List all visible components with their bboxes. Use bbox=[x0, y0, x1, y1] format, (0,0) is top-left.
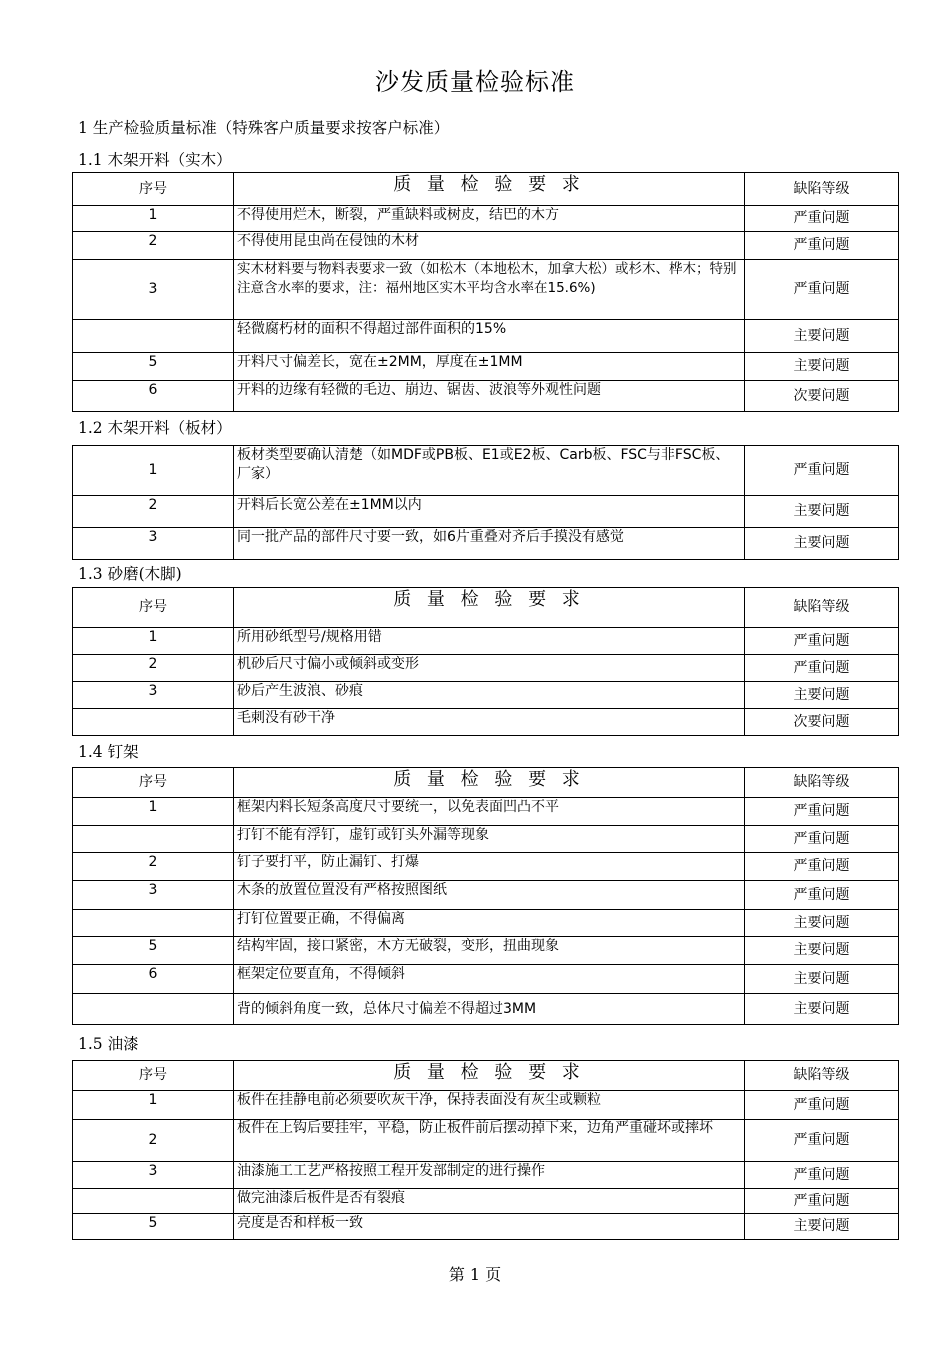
table-row bbox=[73, 881, 899, 910]
header-req: 质 量 检 验 要 求 bbox=[234, 588, 745, 628]
row-num: 5 bbox=[73, 937, 234, 965]
row-level: 严重问题 bbox=[745, 232, 899, 260]
row-req: 木条的放置位置没有严格按照图纸 bbox=[234, 881, 745, 910]
section-heading: 1.2 木架开料（板材） bbox=[78, 419, 232, 437]
table-row bbox=[73, 910, 899, 937]
table-row bbox=[73, 232, 899, 260]
table-row bbox=[73, 1162, 899, 1189]
table-row bbox=[73, 853, 899, 881]
row-num: 3 bbox=[73, 881, 234, 910]
row-req: 打钉不能有浮钉，虚钉或钉头外漏等现象 bbox=[234, 826, 745, 853]
row-req: 所用砂纸型号/规格用错 bbox=[234, 628, 745, 655]
row-level: 严重问题 bbox=[745, 628, 899, 655]
header-level: 缺陷等级 bbox=[745, 1061, 899, 1091]
row-req: 框架内料长短条高度尺寸要统一，以免表面凹凸不平 bbox=[234, 798, 745, 826]
table-row bbox=[73, 1120, 899, 1162]
header-num: 序号 bbox=[73, 588, 234, 628]
row-num: 2 bbox=[73, 853, 234, 881]
section-heading: 1.3 砂磨(木脚) bbox=[78, 565, 182, 583]
table-header-row bbox=[73, 173, 899, 206]
row-req: 开料的边缘有轻微的毛边、崩边、锯齿、波浪等外观性问题 bbox=[234, 381, 745, 412]
header-level: 缺陷等级 bbox=[745, 588, 899, 628]
row-num: 3 bbox=[73, 1162, 234, 1189]
section-heading: 1.1 木架开料（实木） bbox=[78, 151, 232, 169]
table-row bbox=[73, 381, 899, 412]
row-num bbox=[73, 910, 234, 937]
section-table bbox=[72, 445, 899, 560]
header-num: 序号 bbox=[73, 768, 234, 798]
section-heading: 1.4 钉架 bbox=[78, 743, 139, 761]
header-level: 缺陷等级 bbox=[745, 173, 899, 206]
row-req: 板材类型要确认清楚（如MDF或PB板、E1或E2板、Carb板、FSC与非FSC板、厂家） bbox=[234, 446, 745, 496]
table-row bbox=[73, 709, 899, 736]
row-num: 3 bbox=[73, 528, 234, 560]
row-req: 不得使用烂木，断裂，严重缺料或树皮，结巴的木方 bbox=[234, 206, 745, 232]
row-level: 严重问题 bbox=[745, 1120, 899, 1162]
table-row bbox=[73, 1091, 899, 1120]
row-req: 不得使用昆虫尚在侵蚀的木材 bbox=[234, 232, 745, 260]
row-num bbox=[73, 826, 234, 853]
row-num: 1 bbox=[73, 798, 234, 826]
row-num: 2 bbox=[73, 496, 234, 528]
header-level: 缺陷等级 bbox=[745, 768, 899, 798]
row-num bbox=[73, 1189, 234, 1214]
row-level: 主要问题 bbox=[745, 994, 899, 1025]
row-level: 主要问题 bbox=[745, 937, 899, 965]
row-num: 2 bbox=[73, 232, 234, 260]
page-title: 沙发质量检验标准 bbox=[375, 68, 575, 96]
table-row bbox=[73, 826, 899, 853]
table-header-row bbox=[73, 1061, 899, 1091]
row-level: 严重问题 bbox=[745, 1162, 899, 1189]
row-num: 2 bbox=[73, 1120, 234, 1162]
row-level: 主要问题 bbox=[745, 528, 899, 560]
row-num: 2 bbox=[73, 655, 234, 682]
header-req: 质 量 检 验 要 求 bbox=[234, 173, 745, 206]
row-req: 做完油漆后板件是否有裂痕 bbox=[234, 1189, 745, 1214]
row-level: 严重问题 bbox=[745, 446, 899, 496]
section-table bbox=[72, 767, 899, 1025]
section-heading: 1.5 油漆 bbox=[78, 1035, 139, 1053]
table-row bbox=[73, 965, 899, 994]
row-num: 6 bbox=[73, 965, 234, 994]
table-row bbox=[73, 496, 899, 528]
table-row bbox=[73, 206, 899, 232]
section-table bbox=[72, 1060, 899, 1240]
table-row bbox=[73, 446, 899, 496]
row-num bbox=[73, 994, 234, 1025]
row-req: 框架定位要直角，不得倾斜 bbox=[234, 965, 745, 994]
header-num: 序号 bbox=[73, 173, 234, 206]
table-row bbox=[73, 528, 899, 560]
row-level: 严重问题 bbox=[745, 1091, 899, 1120]
row-req: 实木材料要与物料表要求一致（如松木（本地松木，加拿大松）或杉木、桦木；特别注意含水率的要求，注：福州地区实木平均含水率在15.6%) bbox=[234, 260, 745, 320]
page-number: 第 1 页 bbox=[448, 1265, 502, 1284]
row-req: 机砂后尺寸偏小或倾斜或变形 bbox=[234, 655, 745, 682]
table-row bbox=[73, 1214, 899, 1240]
row-num: 3 bbox=[73, 260, 234, 320]
subtitle: 1 生产检验质量标准（特殊客户质量要求按客户标准） bbox=[78, 119, 450, 137]
row-level: 严重问题 bbox=[745, 881, 899, 910]
row-req: 板件在上钩后要挂牢，平稳，防止板件前后摆动掉下来，边角严重碰坏或摔坏 bbox=[234, 1120, 745, 1162]
row-req: 同一批产品的部件尺寸要一致，如6片重叠对齐后手摸没有感觉 bbox=[234, 528, 745, 560]
row-num bbox=[73, 709, 234, 736]
row-level: 次要问题 bbox=[745, 381, 899, 412]
row-req: 亮度是否和样板一致 bbox=[234, 1214, 745, 1240]
row-level: 严重问题 bbox=[745, 853, 899, 881]
table-header-row bbox=[73, 768, 899, 798]
table-row bbox=[73, 937, 899, 965]
table-row bbox=[73, 798, 899, 826]
row-req: 打钉位置要正确，不得偏离 bbox=[234, 910, 745, 937]
row-req: 毛刺没有砂干净 bbox=[234, 709, 745, 736]
row-req: 钉子要打平，防止漏钉、打爆 bbox=[234, 853, 745, 881]
table-row bbox=[73, 655, 899, 682]
table-row bbox=[73, 994, 899, 1025]
section-table bbox=[72, 172, 899, 412]
table-row bbox=[73, 628, 899, 655]
row-level: 严重问题 bbox=[745, 206, 899, 232]
row-level: 严重问题 bbox=[745, 260, 899, 320]
row-req: 开料尺寸偏差长，宽在±2MM，厚度在±1MM bbox=[234, 353, 745, 381]
table-header-row bbox=[73, 588, 899, 628]
row-num: 1 bbox=[73, 206, 234, 232]
row-req: 开料后长宽公差在±1MM以内 bbox=[234, 496, 745, 528]
row-level: 严重问题 bbox=[745, 798, 899, 826]
row-level: 次要问题 bbox=[745, 709, 899, 736]
row-num: 5 bbox=[73, 1214, 234, 1240]
row-num: 5 bbox=[73, 353, 234, 381]
row-level: 主要问题 bbox=[745, 1214, 899, 1240]
row-level: 严重问题 bbox=[745, 1189, 899, 1214]
row-req: 油漆施工工艺严格按照工程开发部制定的进行操作 bbox=[234, 1162, 745, 1189]
table-row bbox=[73, 260, 899, 320]
header-num: 序号 bbox=[73, 1061, 234, 1091]
table-row bbox=[73, 682, 899, 709]
row-level: 主要问题 bbox=[745, 496, 899, 528]
section-table bbox=[72, 587, 899, 736]
row-level: 严重问题 bbox=[745, 826, 899, 853]
row-req: 背的倾斜角度一致，总体尺寸偏差不得超过3MM bbox=[234, 994, 745, 1025]
row-req: 轻微腐朽材的面积不得超过部件面积的15% bbox=[234, 320, 745, 353]
header-req: 质 量 检 验 要 求 bbox=[234, 768, 745, 798]
row-req: 板件在挂静电前必须要吹灰干净，保持表面没有灰尘或颗粒 bbox=[234, 1091, 745, 1120]
table-row bbox=[73, 353, 899, 381]
row-level: 主要问题 bbox=[745, 320, 899, 353]
row-num: 6 bbox=[73, 381, 234, 412]
row-num bbox=[73, 320, 234, 353]
header-req: 质 量 检 验 要 求 bbox=[234, 1061, 745, 1091]
row-level: 严重问题 bbox=[745, 655, 899, 682]
row-req: 砂后产生波浪、砂痕 bbox=[234, 682, 745, 709]
row-num: 3 bbox=[73, 682, 234, 709]
row-num: 1 bbox=[73, 446, 234, 496]
row-level: 主要问题 bbox=[745, 965, 899, 994]
table-row bbox=[73, 1189, 899, 1214]
row-level: 主要问题 bbox=[745, 353, 899, 381]
row-req: 结构牢固，接口紧密，木方无破裂，变形，扭曲现象 bbox=[234, 937, 745, 965]
row-num: 1 bbox=[73, 628, 234, 655]
table-row bbox=[73, 320, 899, 353]
row-num: 1 bbox=[73, 1091, 234, 1120]
row-level: 主要问题 bbox=[745, 910, 899, 937]
row-level: 主要问题 bbox=[745, 682, 899, 709]
